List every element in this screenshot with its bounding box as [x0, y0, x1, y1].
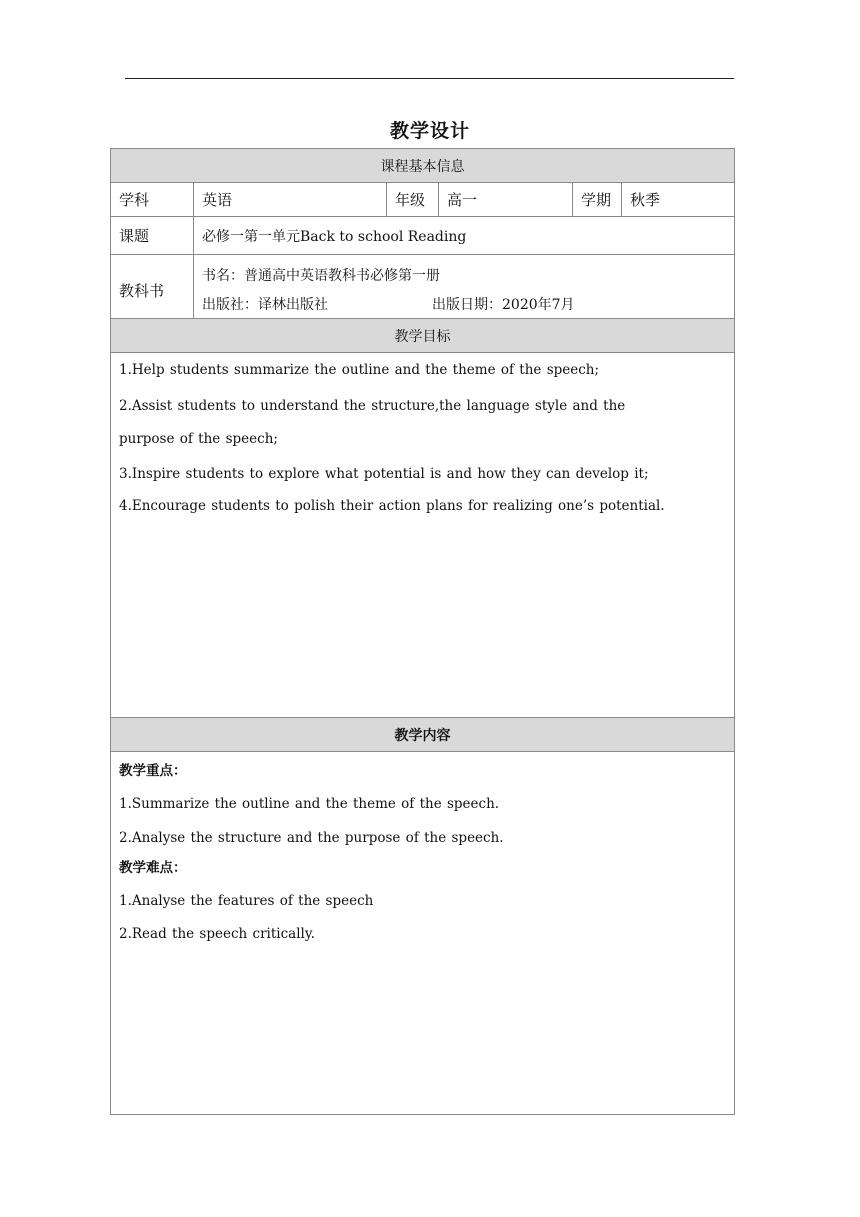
objectives-header-row [111, 319, 735, 353]
objective-1: 1.Help students summarize the outline and the theme of the speech; [119, 362, 600, 378]
key-points-label: 教学重点： [119, 763, 187, 779]
content-body [111, 752, 735, 1115]
objective-2: 2.Assist students to understand the structure,the language style and the [119, 398, 626, 414]
publisher: 出版社：译林出版社 [202, 296, 328, 313]
term-value: 秋季 [622, 183, 735, 217]
textbook-label: 教科书 [111, 255, 194, 319]
document-title: 教学设计 [389, 120, 470, 142]
grade-label: 年级 [387, 183, 439, 217]
topic-value: 必修一第一单元Back to school Reading [194, 217, 735, 255]
basic-info-header-row [111, 149, 735, 183]
key-point-2: 2.Analyse the structure and the purpose of the speech. [119, 830, 504, 846]
key-point-1: 1.Summarize the outline and the theme of the speech. [119, 796, 500, 812]
lesson-plan-table [110, 148, 735, 1115]
topic-row [111, 217, 735, 255]
objective-3: 3.Inspire students to explore what potential is and how they can develop it; [119, 466, 649, 482]
grade-value: 高一 [439, 183, 573, 217]
textbook-row [111, 255, 735, 319]
publish-date: 出版日期：2020年7月 [432, 296, 575, 313]
difficulties-label: 教学难点： [119, 860, 187, 876]
objective-2-continued: purpose of the speech; [119, 431, 278, 447]
objectives-header: 教学目标 [111, 319, 735, 353]
objectives-row [111, 353, 735, 718]
difficulty-1: 1.Analyse the features of the speech [119, 893, 374, 909]
basic-info-header: 课程基本信息 [111, 149, 735, 183]
textbook-info [194, 255, 735, 319]
topic-label: 课题 [111, 217, 194, 255]
header-rule [125, 78, 734, 79]
objectives-body [111, 353, 735, 718]
content-header: 教学内容 [111, 718, 735, 752]
difficulty-2: 2.Read the speech critically. [119, 926, 315, 942]
content-row [111, 752, 735, 1115]
content-header-row [111, 718, 735, 752]
publisher-line [202, 296, 726, 314]
subject-value: 英语 [194, 183, 387, 217]
objective-4: 4.Encourage students to polish their action plans for realizing one’s potential. [119, 498, 665, 514]
term-label: 学期 [573, 183, 622, 217]
subject-label: 学科 [111, 183, 194, 217]
subject-row [111, 183, 735, 217]
book-name: 书名：普通高中英语教科书必修第一册 [202, 267, 440, 284]
